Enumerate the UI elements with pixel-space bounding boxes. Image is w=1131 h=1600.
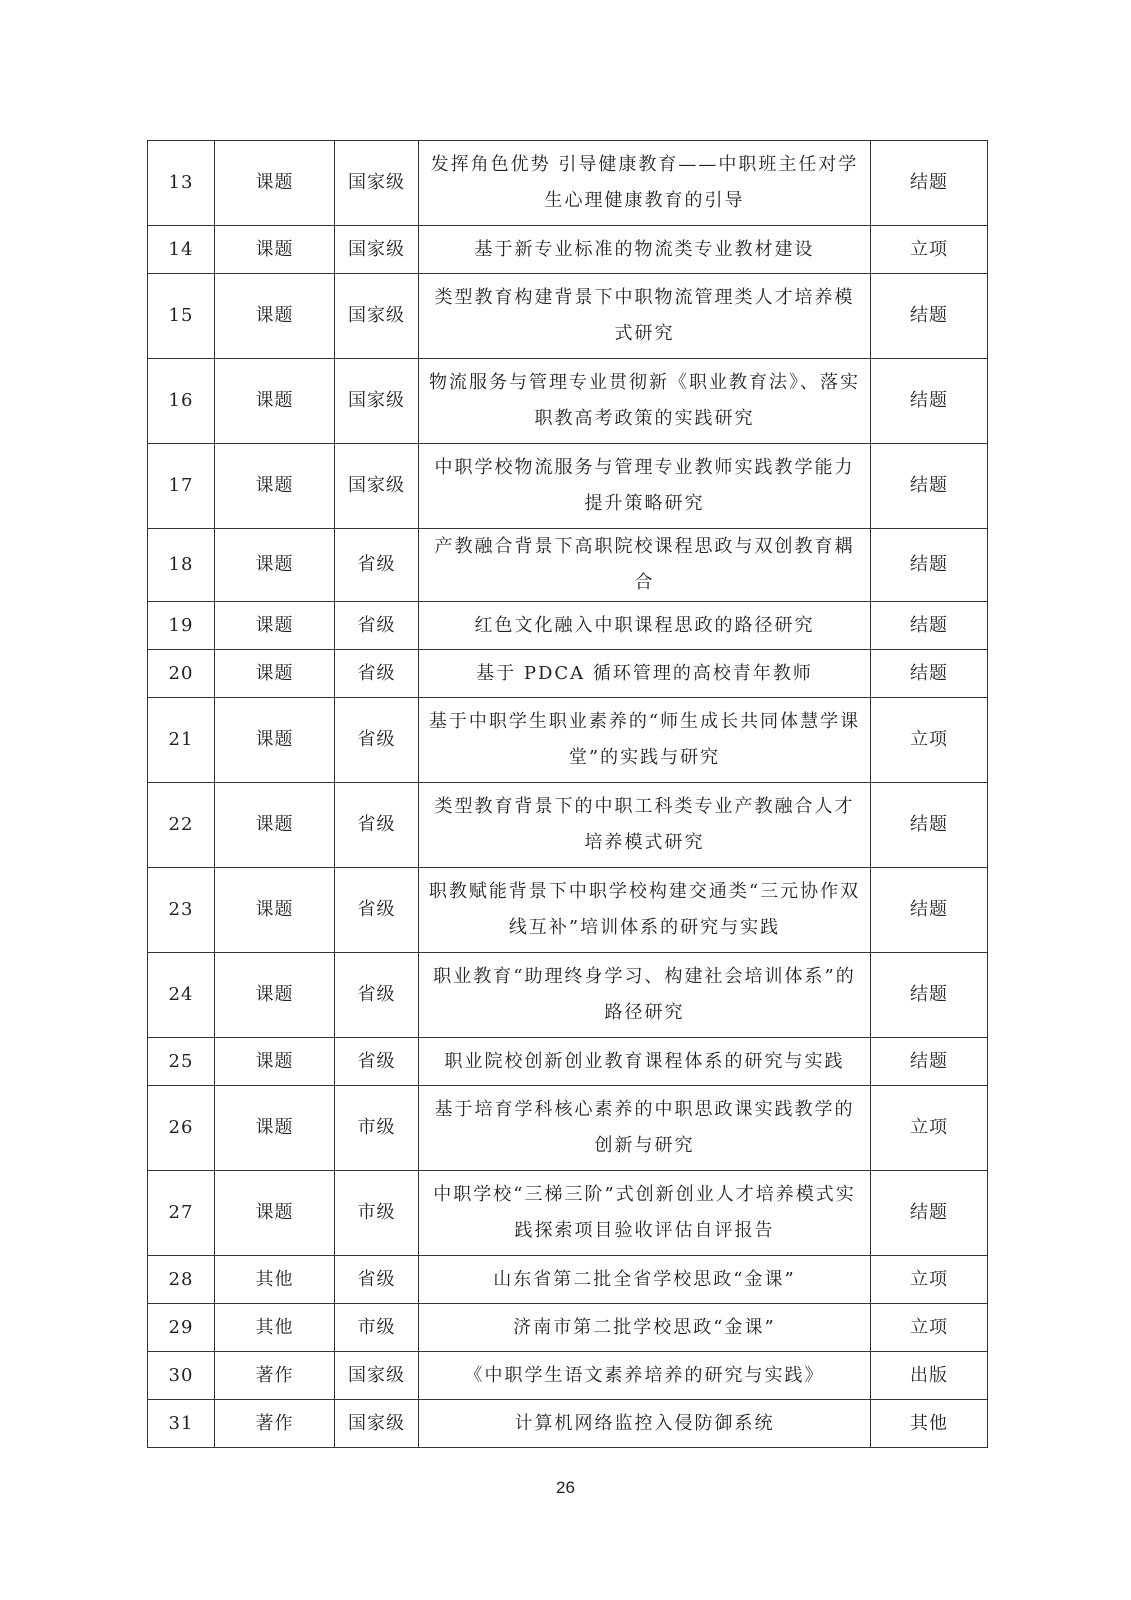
row-title-cell: 基于中职学生职业素养的“师生成长共同体慧学课堂”的实践与研究 [419,698,871,783]
row-number-cell: 15 [148,274,215,359]
row-number-cell: 29 [148,1304,215,1352]
row-type-cell: 课题 [215,698,335,783]
row-level-cell: 市级 [335,1304,419,1352]
row-number-cell: 25 [148,1038,215,1086]
row-title-cell: 职教赋能背景下中职学校构建交通类“三元协作双线互补”培训体系的研究与实践 [419,868,871,953]
row-status-cell: 结题 [871,602,988,650]
row-type-cell: 课题 [215,226,335,274]
table-row [148,359,988,444]
row-status-cell: 立项 [871,226,988,274]
row-number-cell: 30 [148,1352,215,1400]
row-number-cell: 22 [148,783,215,868]
row-title-cell: 红色文化融入中职课程思政的路径研究 [419,602,871,650]
row-type-cell: 课题 [215,1171,335,1256]
row-number-cell: 31 [148,1400,215,1448]
row-type-cell: 其他 [215,1304,335,1352]
row-status-cell: 结题 [871,274,988,359]
row-title-cell: 山东省第二批全省学校思政“金课” [419,1256,871,1304]
row-level-cell: 省级 [335,698,419,783]
row-title-cell: 物流服务与管理专业贯彻新《职业教育法》、落实职教高考政策的实践研究 [419,359,871,444]
table-row [148,650,988,698]
row-type-cell: 课题 [215,1038,335,1086]
row-title-cell: 计算机网络监控入侵防御系统 [419,1400,871,1448]
projects-table [147,140,988,1448]
row-number-cell: 23 [148,868,215,953]
row-level-cell: 国家级 [335,1352,419,1400]
table-row [148,602,988,650]
table-row [148,1171,988,1256]
row-level-cell: 国家级 [335,1400,419,1448]
row-status-cell: 结题 [871,783,988,868]
row-status-cell: 结题 [871,444,988,529]
row-number-cell: 26 [148,1086,215,1171]
table-row [148,783,988,868]
row-title-cell: 中职学校物流服务与管理专业教师实践教学能力提升策略研究 [419,444,871,529]
row-title-cell: 中职学校“三梯三阶”式创新创业人才培养模式实践探索项目验收评估自评报告 [419,1171,871,1256]
row-level-cell: 国家级 [335,274,419,359]
row-type-cell: 著作 [215,1352,335,1400]
table-row [148,1352,988,1400]
row-type-cell: 课题 [215,953,335,1038]
row-status-cell: 立项 [871,1256,988,1304]
row-title-cell: 基于 PDCA 循环管理的高校青年教师 [419,650,871,698]
table-row [148,868,988,953]
row-level-cell: 省级 [335,529,419,602]
table-row [148,141,988,226]
row-title-cell: 类型教育背景下的中职工科类专业产教融合人才培养模式研究 [419,783,871,868]
table-row [148,698,988,783]
row-type-cell: 课题 [215,650,335,698]
row-title-cell: 职业院校创新创业教育课程体系的研究与实践 [419,1038,871,1086]
row-level-cell: 省级 [335,1038,419,1086]
row-level-cell: 省级 [335,783,419,868]
row-number-cell: 16 [148,359,215,444]
row-type-cell: 课题 [215,868,335,953]
row-level-cell: 国家级 [335,359,419,444]
table-row [148,274,988,359]
row-number-cell: 17 [148,444,215,529]
row-type-cell: 课题 [215,444,335,529]
row-title-cell: 职业教育“助理终身学习、构建社会培训体系”的路径研究 [419,953,871,1038]
row-type-cell: 课题 [215,141,335,226]
row-status-cell: 结题 [871,141,988,226]
table-row [148,444,988,529]
row-type-cell: 其他 [215,1256,335,1304]
row-status-cell: 立项 [871,698,988,783]
row-title-cell: 发挥角色优势 引导健康教育——中职班主任对学生心理健康教育的引导 [419,141,871,226]
row-type-cell: 课题 [215,1086,335,1171]
page-number: 26 [556,1478,575,1497]
row-title-cell: 产教融合背景下高职院校课程思政与双创教育耦合 [419,529,871,602]
row-type-cell: 课题 [215,274,335,359]
row-level-cell: 国家级 [335,444,419,529]
row-number-cell: 20 [148,650,215,698]
table-row [148,1256,988,1304]
row-title-cell: 类型教育构建背景下中职物流管理类人才培养模式研究 [419,274,871,359]
row-level-cell: 省级 [335,602,419,650]
row-number-cell: 21 [148,698,215,783]
row-status-cell: 结题 [871,868,988,953]
table-row [148,1038,988,1086]
row-level-cell: 市级 [335,1086,419,1171]
row-status-cell: 结题 [871,953,988,1038]
row-status-cell: 结题 [871,359,988,444]
table-body [148,141,988,1448]
row-status-cell: 结题 [871,650,988,698]
row-title-cell: 济南市第二批学校思政“金课” [419,1304,871,1352]
row-title-cell: 《中职学生语文素养培养的研究与实践》 [419,1352,871,1400]
row-level-cell: 省级 [335,1256,419,1304]
row-level-cell: 国家级 [335,226,419,274]
row-status-cell: 立项 [871,1304,988,1352]
row-number-cell: 28 [148,1256,215,1304]
row-title-cell: 基于新专业标准的物流类专业教材建设 [419,226,871,274]
row-status-cell: 出版 [871,1352,988,1400]
table-row [148,1304,988,1352]
row-number-cell: 18 [148,529,215,602]
table-row [148,1086,988,1171]
row-status-cell: 结题 [871,1038,988,1086]
row-status-cell: 立项 [871,1086,988,1171]
row-number-cell: 27 [148,1171,215,1256]
row-title-cell: 基于培育学科核心素养的中职思政课实践教学的创新与研究 [419,1086,871,1171]
table-row [148,529,988,602]
row-status-cell: 其他 [871,1400,988,1448]
table-row [148,1400,988,1448]
table-row [148,226,988,274]
row-type-cell: 著作 [215,1400,335,1448]
row-number-cell: 19 [148,602,215,650]
row-level-cell: 省级 [335,650,419,698]
row-status-cell: 结题 [871,529,988,602]
row-level-cell: 省级 [335,868,419,953]
row-number-cell: 14 [148,226,215,274]
row-level-cell: 省级 [335,953,419,1038]
row-level-cell: 国家级 [335,141,419,226]
row-type-cell: 课题 [215,529,335,602]
row-number-cell: 13 [148,141,215,226]
table-row [148,953,988,1038]
row-type-cell: 课题 [215,783,335,868]
row-status-cell: 结题 [871,1171,988,1256]
row-type-cell: 课题 [215,359,335,444]
row-type-cell: 课题 [215,602,335,650]
row-number-cell: 24 [148,953,215,1038]
row-level-cell: 市级 [335,1171,419,1256]
